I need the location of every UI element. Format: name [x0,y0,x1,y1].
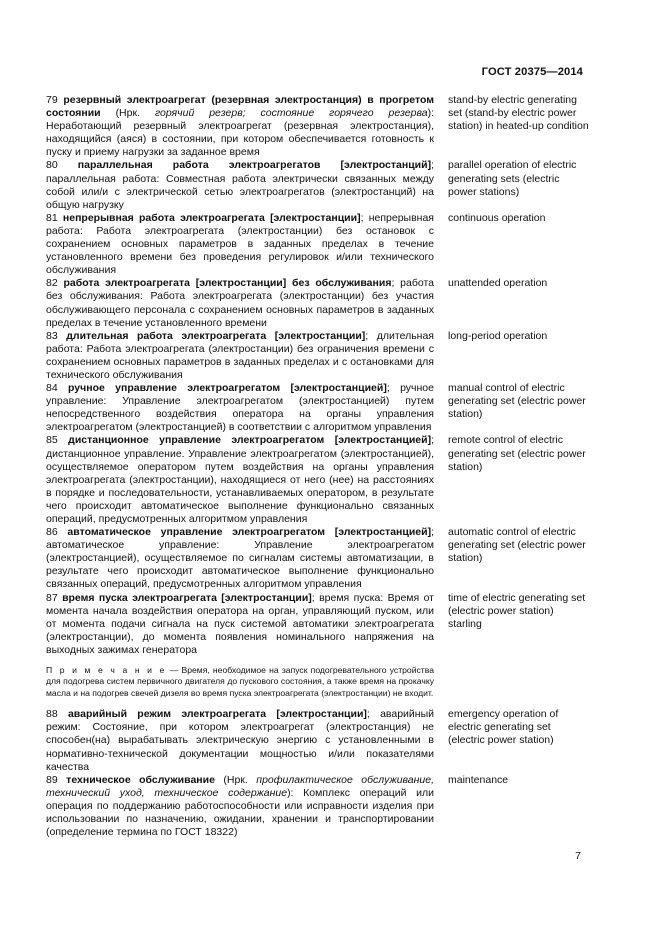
term-english: remote control of electric generating set (electric power station) [448,434,586,473]
term-text: ; длительная работа: Работа электроагрегата (электростанции) без ограничения времени с сохранением основных параметров в заданных пределах и с остановками для технического обслуживания [46,329,434,381]
term-title: длительная работа электроагрегата [электростанции] [66,329,366,342]
term-english: maintenance [448,773,509,786]
term-title: дистанционное управление электроагрегатом [электростанцией] [68,434,432,447]
term-text: ; аварийный режим: Состояние, при котором электроагрегат (электростанция) не способен(на) вырабатывать электрическую энергию с установленными в нормативно-технической документации мощностью и/или показателями качества [46,708,434,773]
term-entry [46,526,590,591]
term-definition [46,708,434,773]
term-definition [46,212,434,277]
term-english: unattended operation [448,277,548,290]
term-english: time of electric generating set (electric power station) starling [448,591,586,630]
term-entry [46,212,590,277]
term-number: 87 [46,591,58,604]
note-label: П р и м е ч а н и е [46,665,167,676]
term-title: ручное управление электроагрегатом [электростанцией] [68,382,387,395]
term-number: 81 [46,211,58,224]
term-english: automatic control of electric generating set (electric power station) [448,526,586,565]
term-synonyms: профилактическое обслуживание, технический уход, техническое содержание [46,773,434,799]
term-entry [46,592,590,657]
term-entry [46,774,590,839]
term-english: emergency operation of electric generating set (electric power station) [448,708,559,747]
terms-list [46,94,590,839]
entries-top [46,94,590,657]
term-text: ; параллельная работа: Совместная работа электрически связанных между собой или/и с электрической сетью электроагрегатов (электростанций) на общую нагрузку [46,159,434,211]
term-english: stand-by electric generating set (stand-by electric power station) in heated-up condition [448,94,589,133]
term-entry [46,708,590,773]
term-number: 85 [46,434,58,447]
term-number: 84 [46,382,58,395]
term-english: manual control of electric generating set (electric power station) [448,382,586,421]
term-title: работа электроагрегата [электростанции] без обслуживания [63,277,392,290]
term-number: 86 [46,526,58,539]
term-title: аварийный режим электроагрегата [электростанции] [67,708,367,721]
term-text: ; время пуска: Время от момента начала воздействия оператора на орган, управляющий пуском, или от момента подачи сигнала на пуск системой автоматики электроагрегата (электростанции), до момента появления номинального напряжения на выходных зажимах генератора [46,591,434,656]
term-number: 88 [46,708,58,721]
term-title: резервный электроагрегат (резервная электростанция) в прогретом состоянии [46,94,435,120]
term-definition [46,774,434,839]
term-entry [46,382,590,434]
term-number: 83 [46,329,58,342]
term-definition [46,526,434,591]
term-text: ; дистанционное управление. Управление электроагрегатом (электростанцией), осуществляемое оператором путем воздействия на органы управления электроагрегата (электростанции), находящиеся от него (нее) на расстояниях в порядке и последовательности, устанавливаемых оператором, в результате чего происходит автоматическое выполнение функционально связанных операций, предусмотренных алгоритмом управления [46,434,434,525]
term-text-rest: ): Комплекс операций или операция по поддержанию работоспособности или исправности изделия при использовании по назначению, ожидании, хранении и транспортировании (определение термина по ГОСТ 18322) [46,786,434,839]
term-number: 82 [46,277,58,290]
term-text: ; автоматическое управление: Управление электроагрегатом (электростанцией), осуществляемое по сигналам системы автоматизации, в результате чего происходит автоматическое выполнение функционально связанных операций, предусмотренных алгоритмом управления [46,526,435,591]
term-title: параллельная работа электроагрегатов [электростанций] [77,159,432,172]
term-title: непрерывная работа электроагрегата [электростанции] [62,211,361,224]
term-english: parallel operation of electric generating sets (electric power stations) [448,159,577,198]
term-text: ; ручное управление: Управление электроагрегатом (электростанцией) путем непосредственного воздействия оператора на органы управления электроагрегатом (электростанцией) в соответствии с алгоритмом управления [46,382,434,434]
term-english: long-period operation [448,329,548,342]
term-entry [46,277,590,329]
term-text: ; непрерывная работа: Работа электроагрегата (электростанции) без остановок с сохранением основных параметров в заданных пределах в течение установленного времени без проведения регулировок и/или технического обслуживания [46,211,434,277]
term-entry [46,434,590,526]
term-entry [46,94,590,159]
term-title: время пуска электроагрегата [электростанции] [62,591,312,604]
term-definition [46,434,434,526]
term-text: (Нрк. [100,107,155,120]
note-text: — Время, необходимое на запуск подогревательного устройства для подогрева систем первичного двигателя до пускового состояния, а также время на прокачку масла и на подогрев свечей дизеля во время пуска электроагрегата (электростанции) не входит. [46,665,434,698]
term-text-rest: ): Неработающий резервный электроагрегат (резервная электростанция), находящийся (аяся) в состоянии, при котором обеспечивается готовность к пуску и приему нагрузки за заданное время [46,107,434,159]
term-definition [46,94,434,159]
term-entry [46,330,590,382]
note [46,665,434,699]
page-number: 7 [575,850,581,862]
term-text: ; работа без обслуживания: Работа электроагрегата (электростанции) без участия обслуживающего персонала с сохранением основных параметров в заданных пределах в течение установленного времени [46,277,434,329]
term-number: 89 [46,773,58,786]
term-title: техническое обслуживание [66,773,215,786]
term-entry [46,159,590,211]
term-definition [46,277,434,329]
term-definition [46,159,434,211]
entries-bottom [46,708,590,839]
term-text: (Нрк. [214,773,257,786]
term-number: 79 [46,94,58,106]
term-synonyms: горячий резерв; состояние горячего резерва [154,107,428,120]
term-definition [46,330,434,382]
term-definition [46,382,434,434]
term-title: автоматическое управление электроагрегатом [электростанцией] [67,526,432,539]
term-number: 80 [46,159,58,172]
term-definition [46,592,434,657]
document-header: ГОСТ 20375—2014 [481,66,583,78]
term-english: continuous operation [448,211,546,224]
